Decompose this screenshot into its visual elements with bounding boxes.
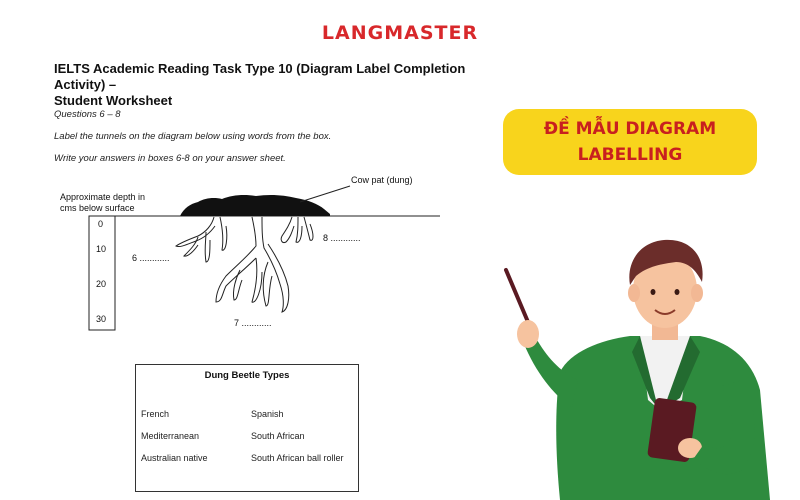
worksheet-title: [54, 61, 514, 109]
questions-range: Questions 6 – 8: [54, 109, 121, 120]
depth-mark-30: 30: [96, 314, 107, 324]
depth-mark-20: 20: [96, 279, 107, 289]
raised-hand: [517, 320, 539, 348]
depth-mark-10: 10: [96, 244, 107, 254]
pointer-stick-icon: [506, 270, 528, 322]
tunnel-8: [281, 217, 313, 243]
cow-pat-label: Cow pat (dung): [351, 175, 413, 185]
dung-beetle-types-box: [135, 364, 359, 492]
ear-right: [691, 284, 703, 302]
beetle-type: Mediterranean: [141, 431, 200, 441]
tunnel-6: [176, 217, 227, 262]
label-8: 8 ............: [323, 233, 361, 243]
beetle-type: Spanish: [251, 409, 284, 419]
brand-logo: LANGMASTER: [321, 22, 479, 44]
worksheet-title-line1: IELTS Academic Reading Task Type 10 (Diagram Label Completion Activity) –: [54, 61, 466, 92]
label-6: 6 ............: [132, 253, 170, 263]
depth-label-line1: Approximate depth in: [60, 192, 146, 202]
eye-left: [651, 289, 656, 295]
depth-label-line2: cms below surface: [60, 203, 135, 213]
tunnel-7: [216, 217, 289, 312]
badge-line2: LABELLING: [577, 145, 683, 165]
sample-badge: [503, 109, 757, 175]
label-7: 7 ............: [234, 318, 272, 328]
eye-right: [675, 289, 680, 295]
instruction-answer: Write your answers in boxes 6-8 on your answer sheet.: [54, 153, 286, 164]
beetle-type: South African ball roller: [251, 453, 344, 463]
beetle-type: Australian native: [141, 453, 208, 463]
box-title: Dung Beetle Types: [204, 370, 290, 381]
instruction-label: Label the tunnels on the diagram below using words from the box.: [54, 131, 332, 142]
teacher-illustration: [480, 230, 800, 500]
beetle-type: French: [141, 409, 170, 419]
cow-pat: [180, 195, 330, 216]
depth-mark-0: 0: [98, 219, 104, 229]
cow-pat-pointer: [300, 186, 350, 202]
worksheet-title-line2: Student Worksheet: [54, 93, 173, 108]
depth-ruler: [89, 216, 115, 330]
badge-line1: ĐỀ MẪU DIAGRAM: [543, 119, 717, 139]
ear-left: [628, 284, 640, 302]
beetle-type: South African: [251, 431, 305, 441]
